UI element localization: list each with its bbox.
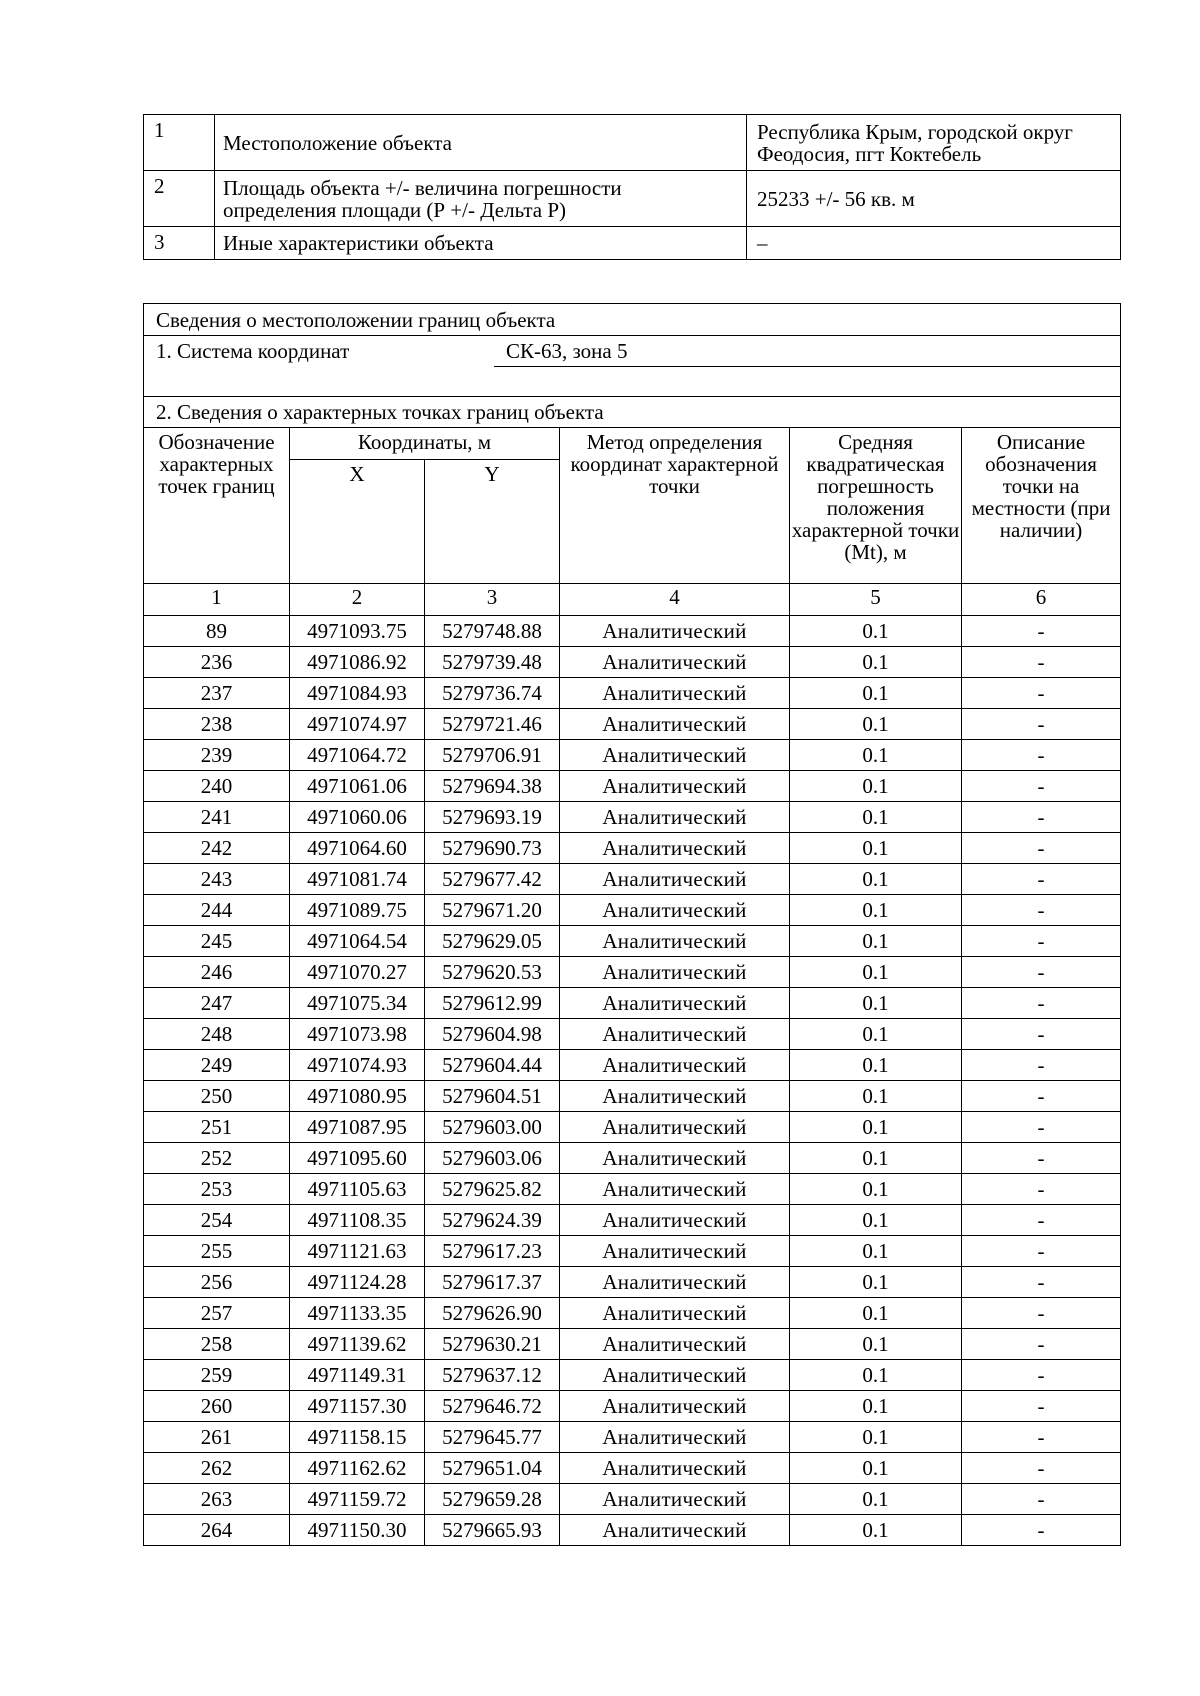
point-description: - — [962, 1360, 1121, 1391]
coordinate-system-underline — [494, 366, 1120, 367]
point-designation: 237 — [144, 678, 290, 709]
coord-y: 5279659.28 — [425, 1484, 560, 1515]
point-designation: 236 — [144, 647, 290, 678]
mean-error: 0.1 — [790, 1453, 962, 1484]
point-designation: 246 — [144, 957, 290, 988]
point-description: - — [962, 1422, 1121, 1453]
point-description: - — [962, 771, 1121, 802]
boundary-points-table — [143, 303, 1121, 1546]
coord-y: 5279748.88 — [425, 616, 560, 647]
method: Аналитический — [560, 1019, 790, 1050]
mean-error: 0.1 — [790, 1236, 962, 1267]
point-designation: 257 — [144, 1298, 290, 1329]
point-designation: 255 — [144, 1236, 290, 1267]
point-designation: 263 — [144, 1484, 290, 1515]
table-row — [144, 1143, 1121, 1174]
point-designation: 254 — [144, 1205, 290, 1236]
mean-error: 0.1 — [790, 1205, 962, 1236]
object-info-table — [143, 114, 1121, 260]
method: Аналитический — [560, 1329, 790, 1360]
coord-y: 5279617.23 — [425, 1236, 560, 1267]
coord-x: 4971064.72 — [290, 740, 425, 771]
table-row — [144, 740, 1121, 771]
point-description: - — [962, 1484, 1121, 1515]
header-method: Метод определения координат характерной точки — [560, 428, 790, 584]
info-value: – — [747, 227, 1121, 260]
mean-error: 0.1 — [790, 1143, 962, 1174]
point-description: - — [962, 678, 1121, 709]
point-designation: 261 — [144, 1422, 290, 1453]
coordinate-system-blank-row — [144, 366, 1121, 397]
method: Аналитический — [560, 616, 790, 647]
mean-error: 0.1 — [790, 678, 962, 709]
mean-error: 0.1 — [790, 1484, 962, 1515]
table-row — [144, 709, 1121, 740]
coord-x: 4971124.28 — [290, 1267, 425, 1298]
method: Аналитический — [560, 1050, 790, 1081]
mean-error: 0.1 — [790, 709, 962, 740]
coord-y: 5279671.20 — [425, 895, 560, 926]
coord-x: 4971157.30 — [290, 1391, 425, 1422]
method: Аналитический — [560, 1453, 790, 1484]
coord-x: 4971158.15 — [290, 1422, 425, 1453]
coordinate-system-row — [144, 336, 1121, 367]
coord-y: 5279637.12 — [425, 1360, 560, 1391]
coord-x: 4971095.60 — [290, 1143, 425, 1174]
coord-x: 4971133.35 — [290, 1298, 425, 1329]
method: Аналитический — [560, 864, 790, 895]
point-designation: 260 — [144, 1391, 290, 1422]
table-row — [144, 895, 1121, 926]
point-designation: 240 — [144, 771, 290, 802]
mean-error: 0.1 — [790, 647, 962, 678]
header-designation: Обозначение характерных точек границ — [144, 428, 290, 584]
point-description: - — [962, 1205, 1121, 1236]
method: Аналитический — [560, 833, 790, 864]
point-designation: 264 — [144, 1515, 290, 1546]
coordinate-system-label: 1. Система координат — [156, 339, 350, 363]
coord-y: 5279721.46 — [425, 709, 560, 740]
mean-error: 0.1 — [790, 1081, 962, 1112]
info-number: 3 — [144, 227, 215, 260]
point-designation: 248 — [144, 1019, 290, 1050]
coord-y: 5279677.42 — [425, 864, 560, 895]
table-row — [144, 926, 1121, 957]
point-description: - — [962, 802, 1121, 833]
column-number: 1 — [144, 584, 290, 616]
coord-y: 5279604.51 — [425, 1081, 560, 1112]
method: Аналитический — [560, 1515, 790, 1546]
mean-error: 0.1 — [790, 616, 962, 647]
coord-y: 5279625.82 — [425, 1174, 560, 1205]
table-row — [144, 616, 1121, 647]
point-description: - — [962, 1081, 1121, 1112]
method: Аналитический — [560, 895, 790, 926]
coord-x: 4971149.31 — [290, 1360, 425, 1391]
coord-y: 5279624.39 — [425, 1205, 560, 1236]
point-designation: 242 — [144, 833, 290, 864]
mean-error: 0.1 — [790, 1515, 962, 1546]
coord-x: 4971073.98 — [290, 1019, 425, 1050]
section-title: Сведения о местоположении границ объекта — [144, 304, 1121, 336]
coord-y: 5279694.38 — [425, 771, 560, 802]
table-row — [144, 1298, 1121, 1329]
table-row — [144, 1112, 1121, 1143]
point-designation: 253 — [144, 1174, 290, 1205]
table-row — [144, 1081, 1121, 1112]
info-number: 1 — [144, 115, 215, 171]
method: Аналитический — [560, 1484, 790, 1515]
info-value: 25233 +/- 56 кв. м — [747, 171, 1121, 227]
method: Аналитический — [560, 647, 790, 678]
coord-y: 5279646.72 — [425, 1391, 560, 1422]
point-description: - — [962, 1515, 1121, 1546]
column-number: 6 — [962, 584, 1121, 616]
coord-x: 4971074.93 — [290, 1050, 425, 1081]
method: Аналитический — [560, 1360, 790, 1391]
method: Аналитический — [560, 1267, 790, 1298]
point-description: - — [962, 709, 1121, 740]
table-row — [144, 1205, 1121, 1236]
point-designation: 258 — [144, 1329, 290, 1360]
column-number: 4 — [560, 584, 790, 616]
coord-x: 4971162.62 — [290, 1453, 425, 1484]
point-description: - — [962, 1143, 1121, 1174]
table-row — [144, 802, 1121, 833]
mean-error: 0.1 — [790, 1112, 962, 1143]
header-y: Y — [425, 460, 560, 584]
mean-error: 0.1 — [790, 895, 962, 926]
mean-error: 0.1 — [790, 1174, 962, 1205]
method: Аналитический — [560, 957, 790, 988]
column-number: 3 — [425, 584, 560, 616]
point-description: - — [962, 1236, 1121, 1267]
method: Аналитический — [560, 802, 790, 833]
coord-x: 4971086.92 — [290, 647, 425, 678]
coord-y: 5279604.44 — [425, 1050, 560, 1081]
coord-x: 4971084.93 — [290, 678, 425, 709]
coord-x: 4971075.34 — [290, 988, 425, 1019]
point-designation: 256 — [144, 1267, 290, 1298]
point-designation: 262 — [144, 1453, 290, 1484]
table-row — [144, 1174, 1121, 1205]
coord-y: 5279645.77 — [425, 1422, 560, 1453]
point-description: - — [962, 957, 1121, 988]
coord-y: 5279620.53 — [425, 957, 560, 988]
table-row — [144, 1453, 1121, 1484]
mean-error: 0.1 — [790, 1360, 962, 1391]
point-description: - — [962, 1112, 1121, 1143]
info-row — [144, 115, 1121, 171]
method: Аналитический — [560, 1298, 790, 1329]
coord-y: 5279690.73 — [425, 833, 560, 864]
coordinate-system-value: СК-63, зона 5 — [506, 339, 628, 363]
info-name: Иные характеристики объекта — [215, 227, 747, 260]
point-description: - — [962, 1391, 1121, 1422]
coord-x: 4971061.06 — [290, 771, 425, 802]
point-designation: 244 — [144, 895, 290, 926]
table-row — [144, 1484, 1121, 1515]
point-designation: 245 — [144, 926, 290, 957]
coord-y: 5279629.05 — [425, 926, 560, 957]
coord-x: 4971070.27 — [290, 957, 425, 988]
table-row — [144, 647, 1121, 678]
method: Аналитический — [560, 926, 790, 957]
table-row — [144, 1391, 1121, 1422]
coord-x: 4971080.95 — [290, 1081, 425, 1112]
coord-y: 5279706.91 — [425, 740, 560, 771]
method: Аналитический — [560, 1391, 790, 1422]
coord-x: 4971064.60 — [290, 833, 425, 864]
point-designation: 241 — [144, 802, 290, 833]
table-row — [144, 1019, 1121, 1050]
method: Аналитический — [560, 988, 790, 1019]
method: Аналитический — [560, 1081, 790, 1112]
info-name: Местоположение объекта — [215, 115, 747, 171]
method: Аналитический — [560, 1422, 790, 1453]
info-name: Площадь объекта +/- величина погрешности определения площади (Р +/- Дельта Р) — [215, 171, 747, 227]
coord-y: 5279736.74 — [425, 678, 560, 709]
mean-error: 0.1 — [790, 833, 962, 864]
point-description: - — [962, 1050, 1121, 1081]
header-error: Средняя квадратическая погрешность положения характерной точки (Mt), м — [790, 428, 962, 584]
coord-y: 5279604.98 — [425, 1019, 560, 1050]
table-row — [144, 833, 1121, 864]
table-row — [144, 988, 1121, 1019]
coord-x: 4971093.75 — [290, 616, 425, 647]
coord-y: 5279603.06 — [425, 1143, 560, 1174]
method: Аналитический — [560, 1236, 790, 1267]
coord-y: 5279739.48 — [425, 647, 560, 678]
column-number: 5 — [790, 584, 962, 616]
info-number: 2 — [144, 171, 215, 227]
mean-error: 0.1 — [790, 957, 962, 988]
point-designation: 238 — [144, 709, 290, 740]
coord-x: 4971139.62 — [290, 1329, 425, 1360]
coord-x: 4971150.30 — [290, 1515, 425, 1546]
header-coordinates: Координаты, м — [290, 428, 560, 460]
mean-error: 0.1 — [790, 1329, 962, 1360]
point-description: - — [962, 1329, 1121, 1360]
table-row — [144, 1236, 1121, 1267]
method: Аналитический — [560, 740, 790, 771]
header-description: Описание обозначения точки на местности (при наличии) — [962, 428, 1121, 584]
table-row — [144, 1360, 1121, 1391]
coord-y: 5279651.04 — [425, 1453, 560, 1484]
point-description: - — [962, 740, 1121, 771]
mean-error: 0.1 — [790, 1422, 962, 1453]
point-description: - — [962, 988, 1121, 1019]
point-designation: 89 — [144, 616, 290, 647]
point-description: - — [962, 864, 1121, 895]
mean-error: 0.1 — [790, 1298, 962, 1329]
method: Аналитический — [560, 771, 790, 802]
points-title: 2. Сведения о характерных точках границ объекта — [144, 397, 1121, 428]
point-description: - — [962, 1298, 1121, 1329]
info-row — [144, 227, 1121, 260]
mean-error: 0.1 — [790, 740, 962, 771]
mean-error: 0.1 — [790, 1391, 962, 1422]
point-description: - — [962, 1267, 1121, 1298]
point-designation: 247 — [144, 988, 290, 1019]
mean-error: 0.1 — [790, 1050, 962, 1081]
method: Аналитический — [560, 1112, 790, 1143]
coord-y: 5279603.00 — [425, 1112, 560, 1143]
point-description: - — [962, 1019, 1121, 1050]
point-description: - — [962, 833, 1121, 864]
method: Аналитический — [560, 1174, 790, 1205]
point-description: - — [962, 926, 1121, 957]
mean-error: 0.1 — [790, 864, 962, 895]
method: Аналитический — [560, 1143, 790, 1174]
point-description: - — [962, 895, 1121, 926]
point-description: - — [962, 647, 1121, 678]
point-designation: 250 — [144, 1081, 290, 1112]
coord-y: 5279693.19 — [425, 802, 560, 833]
table-row — [144, 864, 1121, 895]
coord-x: 4971060.06 — [290, 802, 425, 833]
table-row — [144, 1515, 1121, 1546]
table-row — [144, 678, 1121, 709]
method: Аналитический — [560, 709, 790, 740]
coord-y: 5279617.37 — [425, 1267, 560, 1298]
table-row — [144, 1050, 1121, 1081]
mean-error: 0.1 — [790, 1019, 962, 1050]
table-row — [144, 1329, 1121, 1360]
point-description: - — [962, 616, 1121, 647]
table-row — [144, 771, 1121, 802]
column-number-row — [144, 584, 1121, 616]
method: Аналитический — [560, 1205, 790, 1236]
coord-x: 4971064.54 — [290, 926, 425, 957]
info-row — [144, 171, 1121, 227]
table-row — [144, 957, 1121, 988]
column-number: 2 — [290, 584, 425, 616]
point-designation: 239 — [144, 740, 290, 771]
coord-x: 4971089.75 — [290, 895, 425, 926]
coord-y: 5279626.90 — [425, 1298, 560, 1329]
mean-error: 0.1 — [790, 988, 962, 1019]
table-row — [144, 1267, 1121, 1298]
point-designation: 249 — [144, 1050, 290, 1081]
mean-error: 0.1 — [790, 926, 962, 957]
coord-x: 4971087.95 — [290, 1112, 425, 1143]
method: Аналитический — [560, 678, 790, 709]
coord-x: 4971105.63 — [290, 1174, 425, 1205]
header-x: X — [290, 460, 425, 584]
point-designation: 252 — [144, 1143, 290, 1174]
coord-y: 5279630.21 — [425, 1329, 560, 1360]
table-row — [144, 1422, 1121, 1453]
coord-x: 4971108.35 — [290, 1205, 425, 1236]
coord-x: 4971074.97 — [290, 709, 425, 740]
point-description: - — [962, 1453, 1121, 1484]
coord-y: 5279612.99 — [425, 988, 560, 1019]
point-designation: 243 — [144, 864, 290, 895]
info-value: Республика Крым, городской округ Феодосия, пгт Коктебель — [747, 115, 1121, 171]
mean-error: 0.1 — [790, 1267, 962, 1298]
point-designation: 259 — [144, 1360, 290, 1391]
coord-y: 5279665.93 — [425, 1515, 560, 1546]
point-designation: 251 — [144, 1112, 290, 1143]
mean-error: 0.1 — [790, 802, 962, 833]
mean-error: 0.1 — [790, 771, 962, 802]
coord-x: 4971159.72 — [290, 1484, 425, 1515]
coord-x: 4971121.63 — [290, 1236, 425, 1267]
point-description: - — [962, 1174, 1121, 1205]
coord-x: 4971081.74 — [290, 864, 425, 895]
